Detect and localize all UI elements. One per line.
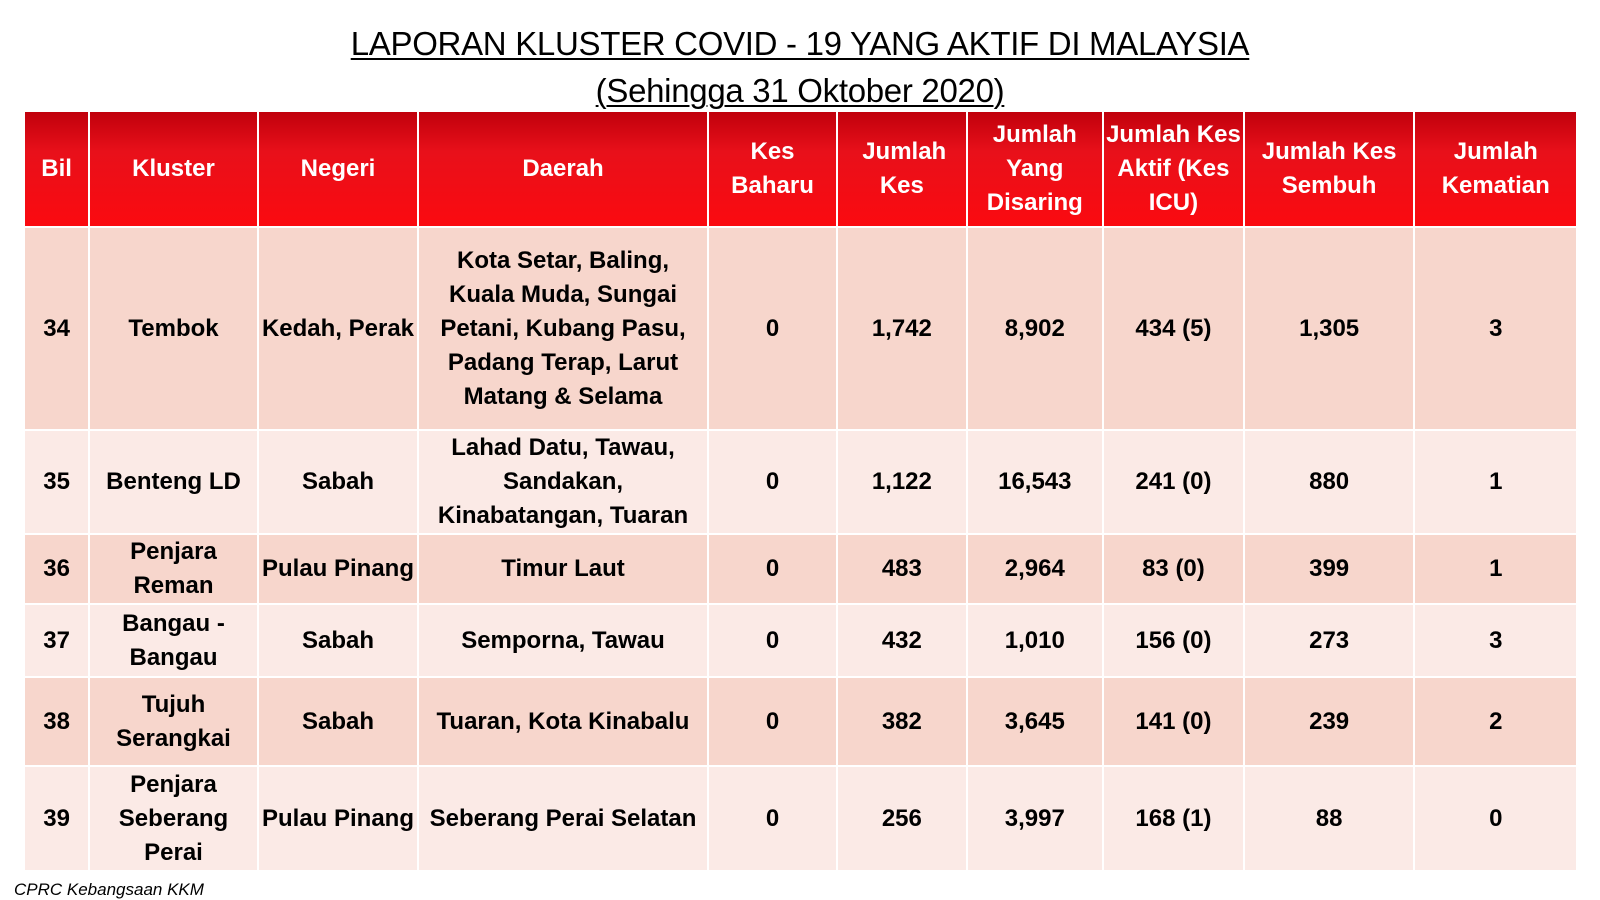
cell-kes-baharu: 0: [708, 604, 837, 677]
report-title: LAPORAN KLUSTER COVID - 19 YANG AKTIF DI MALAYSIA: [350, 25, 1250, 62]
cell-kematian: 2: [1414, 677, 1577, 766]
cell-kluster: Bangau - Bangau: [89, 604, 258, 677]
col-header-jumlah-disaring: Jumlah Yang Disaring: [967, 111, 1104, 227]
cell-kes-baharu: 0: [708, 227, 837, 430]
cell-negeri: Kedah, Perak: [258, 227, 418, 430]
cell-kes-sembuh: 239: [1244, 677, 1415, 766]
cell-kluster: Penjara Seberang Perai: [89, 766, 258, 871]
table-row: [24, 534, 1577, 604]
table-header: [24, 111, 1577, 227]
cell-kes-aktif: 156 (0): [1103, 604, 1244, 677]
cell-kematian: 1: [1414, 534, 1577, 604]
cell-kluster: Penjara Reman: [89, 534, 258, 604]
cell-jumlah-kes: 256: [837, 766, 966, 871]
cluster-table-container: [23, 110, 1578, 872]
col-header-negeri: Negeri: [258, 111, 418, 227]
cell-kes-baharu: 0: [708, 534, 837, 604]
cell-kes-aktif: 168 (1): [1103, 766, 1244, 871]
cell-kematian: 3: [1414, 604, 1577, 677]
cell-kematian: 3: [1414, 227, 1577, 430]
table-body: [24, 227, 1577, 871]
cell-jumlah-disaring: 2,964: [967, 534, 1104, 604]
cell-kluster: Benteng LD: [89, 430, 258, 534]
cell-kes-baharu: 0: [708, 677, 837, 766]
cell-kematian: 0: [1414, 766, 1577, 871]
cell-negeri: Pulau Pinang: [258, 534, 418, 604]
cell-daerah: Seberang Perai Selatan: [418, 766, 708, 871]
cell-daerah: Tuaran, Kota Kinabalu: [418, 677, 708, 766]
table-row: [24, 430, 1577, 534]
col-header-kes-baharu: Kes Baharu: [708, 111, 837, 227]
table-row: [24, 604, 1577, 677]
table-row: [24, 766, 1577, 871]
cell-negeri: Pulau Pinang: [258, 766, 418, 871]
col-header-daerah: Daerah: [418, 111, 708, 227]
cell-kes-aktif: 434 (5): [1103, 227, 1244, 430]
cell-bil: 37: [24, 604, 89, 677]
cell-jumlah-kes: 432: [837, 604, 966, 677]
cell-bil: 36: [24, 534, 89, 604]
cell-bil: 35: [24, 430, 89, 534]
report-title-block: [0, 24, 1600, 118]
cell-daerah: Lahad Datu, Tawau, Sandakan, Kinabatangan, Tuaran: [418, 430, 708, 534]
cell-kes-sembuh: 880: [1244, 430, 1415, 534]
col-header-bil: Bil: [24, 111, 89, 227]
cell-jumlah-kes: 1,122: [837, 430, 966, 534]
cell-kes-sembuh: 88: [1244, 766, 1415, 871]
col-header-jumlah-kes: Jumlah Kes: [837, 111, 966, 227]
cell-negeri: Sabah: [258, 430, 418, 534]
cell-jumlah-kes: 483: [837, 534, 966, 604]
cell-daerah: Timur Laut: [418, 534, 708, 604]
cell-jumlah-kes: 1,742: [837, 227, 966, 430]
cell-kes-aktif: 241 (0): [1103, 430, 1244, 534]
cell-kematian: 1: [1414, 430, 1577, 534]
col-header-kluster: Kluster: [89, 111, 258, 227]
cell-kes-aktif: 83 (0): [1103, 534, 1244, 604]
col-header-kes-aktif: Jumlah Kes Aktif (Kes ICU): [1103, 111, 1244, 227]
col-header-kes-sembuh: Jumlah Kes Sembuh: [1244, 111, 1415, 227]
cell-kes-baharu: 0: [708, 766, 837, 871]
cell-bil: 39: [24, 766, 89, 871]
cell-negeri: Sabah: [258, 604, 418, 677]
cell-kes-sembuh: 399: [1244, 534, 1415, 604]
cell-kes-baharu: 0: [708, 430, 837, 534]
cell-daerah: Semporna, Tawau: [418, 604, 708, 677]
cell-negeri: Sabah: [258, 677, 418, 766]
cell-bil: 34: [24, 227, 89, 430]
report-date-subtitle: (Sehingga 31 Oktober 2020): [595, 72, 1005, 109]
col-header-kematian: Jumlah Kematian: [1414, 111, 1577, 227]
cell-jumlah-disaring: 3,645: [967, 677, 1104, 766]
cell-jumlah-kes: 382: [837, 677, 966, 766]
cell-daerah: Kota Setar, Baling, Kuala Muda, Sungai Petani, Kubang Pasu, Padang Terap, Larut Matang & Selama: [418, 227, 708, 430]
cell-jumlah-disaring: 3,997: [967, 766, 1104, 871]
cell-kes-sembuh: 273: [1244, 604, 1415, 677]
source-footer: CPRC Kebangsaan KKM: [14, 880, 204, 899]
cell-kes-aktif: 141 (0): [1103, 677, 1244, 766]
cell-jumlah-disaring: 1,010: [967, 604, 1104, 677]
cell-kluster: Tujuh Serangkai: [89, 677, 258, 766]
cell-jumlah-disaring: 16,543: [967, 430, 1104, 534]
cell-kes-sembuh: 1,305: [1244, 227, 1415, 430]
cluster-table: [23, 110, 1578, 872]
cell-bil: 38: [24, 677, 89, 766]
header-row: [24, 111, 1577, 227]
cell-jumlah-disaring: 8,902: [967, 227, 1104, 430]
table-row: [24, 227, 1577, 430]
cell-kluster: Tembok: [89, 227, 258, 430]
table-row: [24, 677, 1577, 766]
